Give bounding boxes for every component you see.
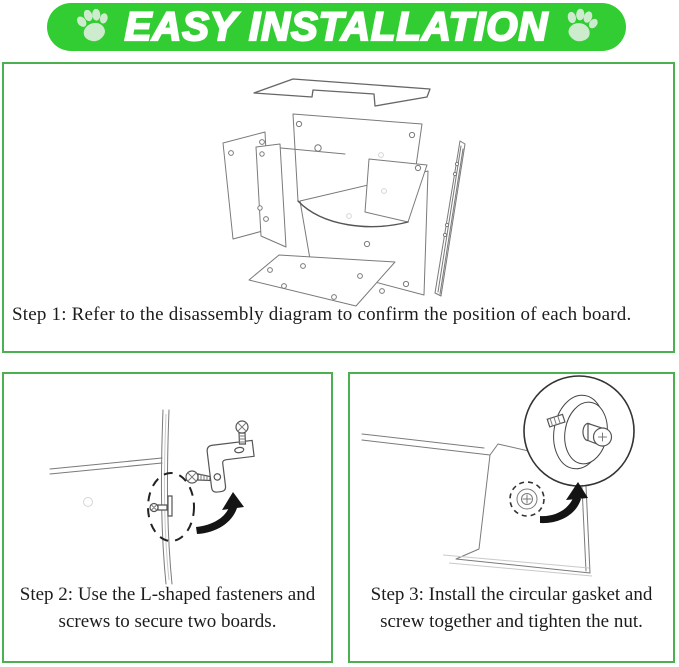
- small-fastener-icon: [150, 496, 172, 516]
- board-joint-lines: [50, 410, 172, 584]
- l-bracket-fastening-diagram: [4, 374, 331, 588]
- step-3-caption-line2: screw together and tighten the nut.: [380, 611, 643, 632]
- paw-icon: [70, 5, 115, 48]
- step-2-caption: [6, 581, 329, 635]
- page-title: EASY INSTALLATION: [124, 5, 549, 49]
- exploded-box-diagram: [4, 64, 673, 312]
- step-1-caption: Step 1: Refer to the disassembly diagram to confirm the position of each board.: [12, 304, 632, 325]
- header-banner: [47, 3, 626, 51]
- l-bracket-icon: [206, 440, 257, 492]
- step-3-caption: [352, 581, 671, 635]
- bottom-board: [249, 255, 395, 306]
- step-3-caption-line1: Step 3: Install the circular gasket and: [370, 584, 653, 605]
- curved-arrow-icon: [196, 492, 244, 534]
- step-1-panel: [2, 62, 675, 353]
- top-notched-board: [254, 79, 430, 106]
- step-3-panel: [348, 372, 675, 663]
- step-2-caption-line2: screws to secure two boards.: [58, 611, 277, 632]
- circular-gasket-diagram: [350, 374, 673, 588]
- screw-icon: [186, 471, 210, 483]
- board-hole: [84, 498, 93, 507]
- step-2-panel: [2, 372, 333, 663]
- paw-icon: [558, 5, 603, 48]
- step-2-caption-line1: Step 2: Use the L-shaped fasteners and: [19, 584, 316, 605]
- right-strip-board: [435, 141, 465, 296]
